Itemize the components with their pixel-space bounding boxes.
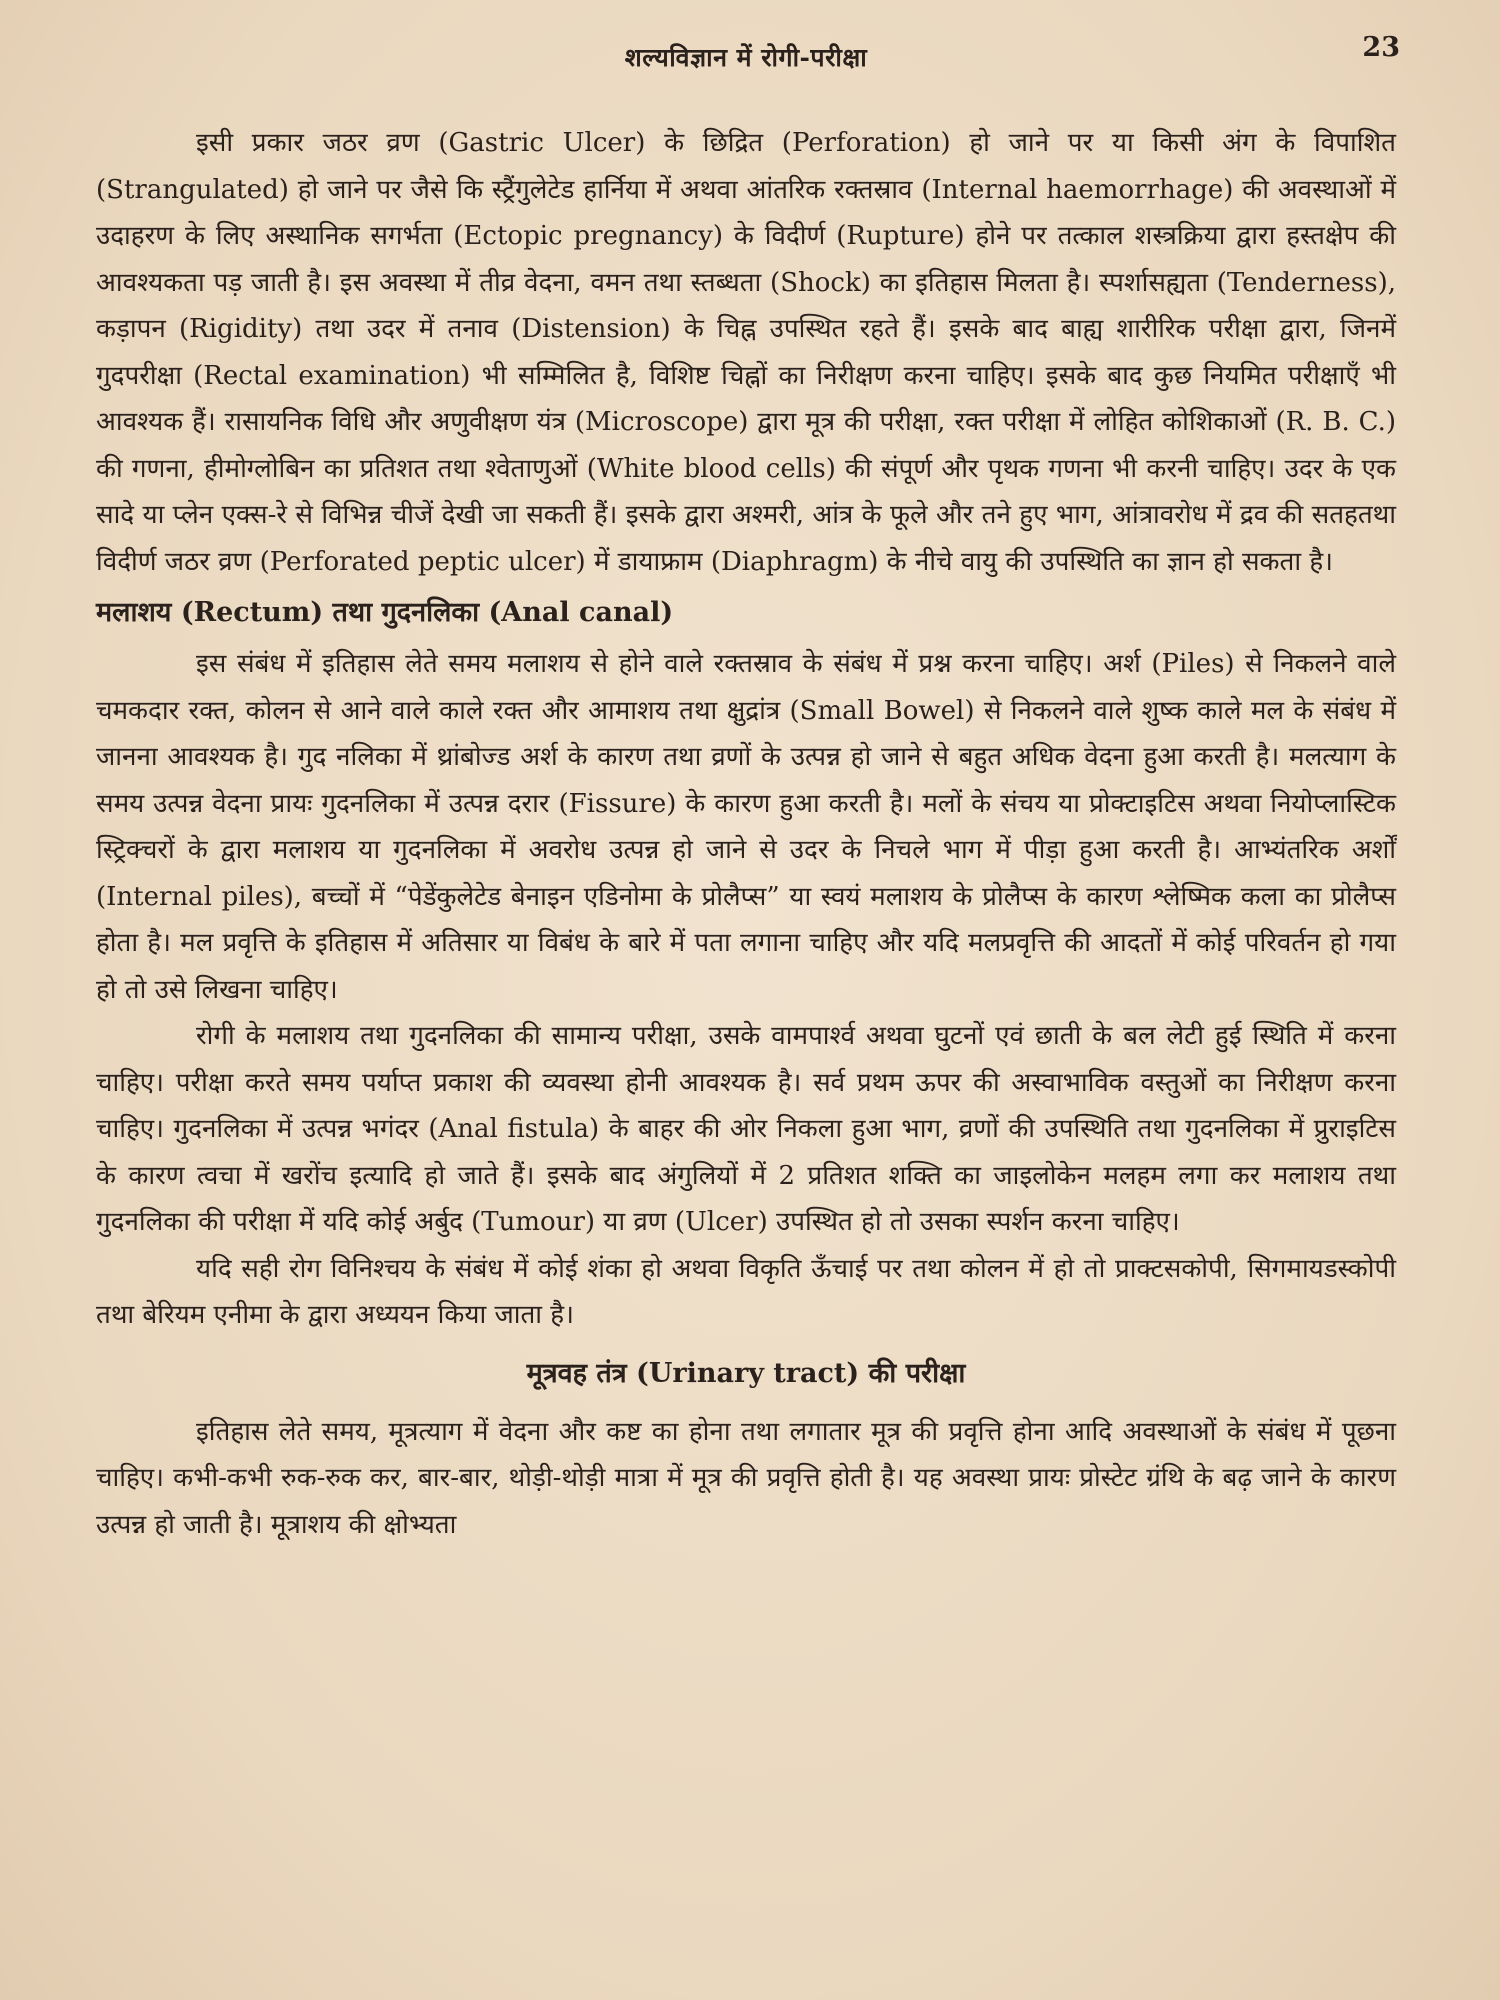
page-body (96, 120, 1396, 1548)
book-page (96, 30, 1400, 1980)
paragraph-rectal-history: इस संबंध में इतिहास लेते समय मलाशय से होने वाले रक्तस्राव के संबंध में प्रश्न करना चाहिए। अर्श (Piles) से निकलने वाले चमकदार रक्त, कोलन से आने वाले काले रक्त और आमाशय तथा क्षुद्रांत्र (Small Bowel) से निकलने वाले शुष्क काले मल के संबंध में जानना आवश्यक है। गुद नलिका में थ्रांबोज्ड अर्श के कारण तथा व्रणों के उत्पन्न हो जाने से बहुत अधिक वेदना हुआ करती है। मलत्याग के समय उत्पन्न वेदना प्रायः गुदनलिका में उत्पन्न दरार (Fissure) के कारण हुआ करती है। मलों के संचय या प्रोक्टाइटिस अथवा नियोप्लास्टिक स्ट्रिक्चरों के द्वारा मलाशय या गुदनलिका में अवरोध उत्पन्न हो जाने से उदर के निचले भाग में पीड़ा हुआ करती है। आभ्यंतरिक अर्शों (Internal piles), बच्चों में “पेडेंकुलेटेड बेनाइन एडिनोमा के प्रोलैप्स” या स्वयं मलाशय के प्रोलैप्स के कारण श्लेष्मिक कला का प्रोलैप्स होता है। मल प्रवृत्ति के इतिहास में अतिसार या विबंध के बारे में पता लगाना चाहिए और यदि मलप्रवृत्ति की आदतों में कोई परिवर्तन हो गया हो तो उसे लिखना चाहिए। (96, 649, 1396, 1005)
running-title: शल्यविज्ञान में रोगी-परीक्षा (624, 43, 868, 72)
section-heading-urinary: मूत्रवह तंत्र (Urinary tract) की परीक्षा (526, 1357, 966, 1389)
section-heading-rectum: मलाशय (Rectum) तथा गुदनलिका (Anal canal) (96, 597, 674, 628)
paragraph-acute-abdomen: इसी प्रकार जठर व्रण (Gastric Ulcer) के छिद्रित (Perforation) हो जाने पर या किसी अंग के विपाशित (Strangulated) हो जाने पर जैसे कि स्ट्रैंगुलेटेड हार्निया में अथवा आंतरिक रक्तस्राव (Internal haemorrhage) की अवस्थाओं में उदाहरण के लिए अस्थानिक सगर्भता (Ectopic pregnancy) के विदीर्ण (Rupture) होने पर तत्काल शस्त्रक्रिया द्वारा हस्तक्षेप की आवश्यकता पड़ जाती है। इस अवस्था में तीव्र वेदना, वमन तथा स्तब्धता (Shock) का इतिहास मिलता है। स्पर्शासह्यता (Tenderness), कड़ापन (Rigidity) तथा उदर में तनाव (Distension) के चिह्न उपस्थित रहते हैं। इसके बाद बाह्य शारीरिक परीक्षा द्वारा, जिनमें गुदपरीक्षा (Rectal examination) भी सम्मिलित है, विशिष्ट चिह्नों का निरीक्षण करना चाहिए। इसके बाद कुछ नियमित परीक्षाएँ भी आवश्यक हैं। रासायनिक विधि और अणुवीक्षण यंत्र (Microscope) द्वारा मूत्र की परीक्षा, रक्त परीक्षा में लोहित कोशिकाओं (R. B. C.) की गणना, हीमोग्लोबिन का प्रतिशत तथा श्वेताणुओं (White blood cells) की संपूर्ण और पृथक गणना भी करनी चाहिए। उदर के एक सादे या प्लेन एक्स-रे से विभिन्न चीजें देखी जा सकती हैं। इसके द्वारा अश्मरी, आंत्र के फूले और तने हुए भाग, आंत्रावरोध में द्रव की सतहतथा विदीर्ण जठर व्रण (Perforated peptic ulcer) में डायाफ्राम (Diaphragm) के नीचे वायु की उपस्थिति का ज्ञान हो सकता है। (96, 128, 1396, 577)
page-number: 23 (1362, 32, 1400, 63)
paragraph-further-investigation: यदि सही रोग विनिश्चय के संबंध में कोई शंका हो अथवा विकृति ऊँचाई पर तथा कोलन में हो तो प्राक्टसकोपी, सिगमायडस्कोपी तथा बेरियम एनीमा के द्वारा अध्ययन किया जाता है। (96, 1253, 1396, 1330)
paragraph-rectal-examination: रोगी के मलाशय तथा गुदनलिका की सामान्य परीक्षा, उसके वामपार्श्व अथवा घुटनों एवं छाती के बल लेटी हुई स्थिति में करना चाहिए। परीक्षा करते समय पर्याप्त प्रकाश की व्यवस्था होनी आवश्यक है। सर्व प्रथम ऊपर की अस्वाभाविक वस्तुओं का निरीक्षण करना चाहिए। गुदनलिका में उत्पन्न भगंदर (Anal fistula) के बाहर की ओर निकला हुआ भाग, व्रणों की उपस्थिति तथा गुदनलिका में प्रुराइटिस के कारण त्वचा में खरोंच इत्यादि हो जाते हैं। इसके बाद अंगुलियों में 2 प्रतिशत शक्ति का जाइलोकेन मलहम लगा कर मलाशय तथा गुदनलिका की परीक्षा में यदि कोई अर्बुद (Tumour) या व्रण (Ulcer) उपस्थित हो तो उसका स्पर्शन करना चाहिए। (96, 1021, 1396, 1237)
paragraph-urinary-history: इतिहास लेते समय, मूत्रत्याग में वेदना और कष्ट का होना तथा लगातार मूत्र की प्रवृत्ति होना आदि अवस्थाओं के संबंध में पूछना चाहिए। कभी-कभी रुक-रुक कर, बार-बार, थोड़ी-थोड़ी मात्रा में मूत्र की प्रवृत्ति होती है। यह अवस्था प्रायः प्रोस्टेट ग्रंथि के बढ़ जाने के कारण उत्पन्न हो जाती है। मूत्राशय की क्षोभ्यता (96, 1416, 1396, 1540)
